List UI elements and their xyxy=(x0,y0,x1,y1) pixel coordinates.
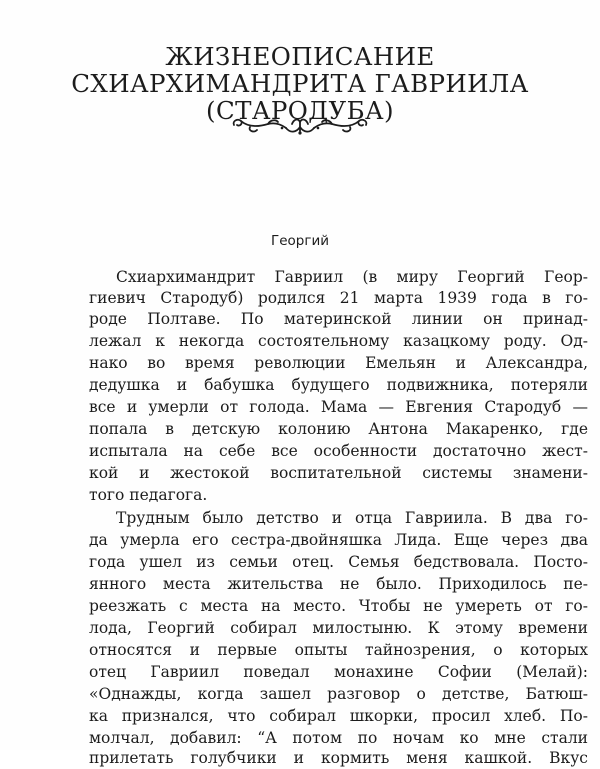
body-line: кой и жестокой воспитательной системы знамени- xyxy=(89,464,588,482)
body-line: реезжать с места на место. Чтобы не умереть от го- xyxy=(89,597,588,615)
body-line: лежал к некогда состоятельному казацкому роду. Од- xyxy=(89,332,588,350)
body-line: молчал, добавил: “А потом по ночам ко мне стали xyxy=(89,729,588,747)
body-line: янного места жительства не было. Приходилось пе- xyxy=(89,575,588,593)
body-line: Схиархимандрит Гавриил (в миру Георгий Геор- xyxy=(116,268,588,286)
body-line: относятся и первые опыты тайнозрения, о которых xyxy=(89,641,588,659)
chapter-title-line-1: ЖИЗНЕОПИСАНИЕ xyxy=(165,42,435,71)
body-line: попала в детскую колонию Антона Макаренко, где xyxy=(89,420,588,438)
body-line: гиевич Стародуб) родился 21 марта 1939 года в го- xyxy=(89,289,588,307)
body-line: все и умерли от голода. Мама — Евгения Стародуб — xyxy=(89,398,588,416)
body-line: роде Полтаве. По материнской линии он принад- xyxy=(89,310,588,328)
body-line: Трудным было детство и отца Гавриила. В два го- xyxy=(116,509,588,527)
body-line: ка признался, что собирал шкорки, просил хлеб. По- xyxy=(89,707,588,725)
chapter-title-line-3: (СТАРОДУБА) xyxy=(206,96,394,125)
body-line: испытала на себе все особенности достаточно жест- xyxy=(89,442,588,460)
body-line: лода, Георгий собирал милостыню. К этому времени xyxy=(89,619,588,637)
chapter-title-line-2: СХИАРХИМАНДРИТА ГАВРИИЛА xyxy=(71,69,529,98)
section-subtitle: Георгий xyxy=(270,233,329,249)
body-line: того педагога. xyxy=(89,486,208,504)
body-line: года ушел из семьи отец. Семья бедствовала. Посто- xyxy=(89,553,588,571)
body-line: да умерла его сестра-двойняшка Лида. Еще через два xyxy=(89,531,588,549)
body-line: отец Гавриил поведал монахине Софии (Мелай): xyxy=(89,663,588,681)
flourish-ornament-icon xyxy=(230,113,370,139)
body-line: прилетать голубчики и кормить меня кашкой. Вкус xyxy=(89,749,588,767)
body-line: «Однажды, когда зашел разговор о детстве, Батюш- xyxy=(89,685,588,703)
body-line: дедушка и бабушка будущего подвижника, потеряли xyxy=(89,376,588,394)
body-line: нако во время революции Емельян и Александра, xyxy=(89,354,588,372)
